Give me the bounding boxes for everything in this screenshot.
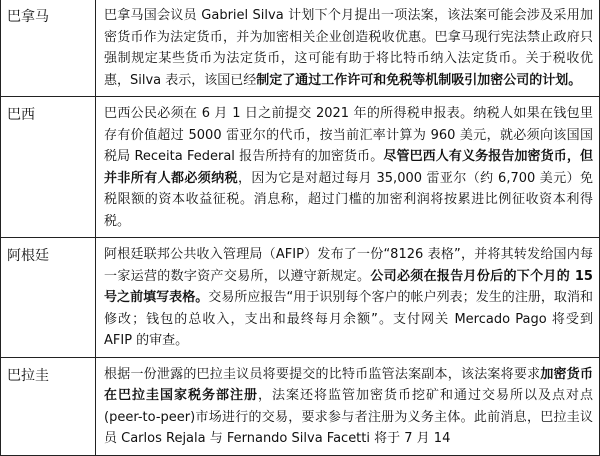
table-row [1,97,600,238]
body-text: 阿根廷联邦公共收入管理局（AFIP）发布了一份“8126 表格”，并将其转发给国内每一家运营的数字资产交易所，以遵守新规定。 [104,247,593,284]
country-name: 巴西 [7,107,35,123]
body-text: ，法案还将监管加密货币挖矿和通过交易所以及点对点(peer-to-peer)市场进行的交易，要求参与者注册为义务主体。此前消息，巴拉圭议员 Carlos Rejala 与 Fernando Silva Facetti 将于 7 月 14 [104,388,593,446]
country-name: 阿根廷 [7,248,49,264]
country-name: 巴拉圭 [7,367,49,384]
table-body [1,0,600,455]
body-text: 巴西公民必须在 6 月 1 日之前提交 2021 年的所得税申报表。纳税人如果在钱包里存有价值超过 5000 雷亚尔的代币，按当前汇率计算为 960 美元，就必须向该国国税局 Receita Federal 报告所持有的加密货币。 [104,106,593,164]
regulation-text-cell [96,238,600,358]
regulation-text-cell [96,357,600,455]
emphasized-text: 加密货币在巴拉圭国家税务部注册 [104,366,593,403]
country-cell [1,97,96,238]
emphasized-text: 公司必须在报告月份后的下个月的 15 号之前填写表格。 [104,268,593,305]
table-row [1,0,600,97]
country-cell [1,238,96,358]
country-cell [1,357,96,455]
table-row [1,357,600,455]
emphasized-text: 尽管巴西人有义务报告加密货币，但并非所有人都必须纳税 [104,149,593,186]
country-cell [1,0,96,97]
body-text: 根据一份泄露的巴拉圭议员将要提交的比特币监管法案副本，该法案将要求 [104,366,541,382]
emphasized-text: 制定了通过工作许可和免税等机制吸引加密公司的计划。 [256,72,582,88]
table-row [1,238,600,358]
regulation-text-cell [96,0,600,97]
regulation-text-cell [96,97,600,238]
country-name: 巴拿马 [7,9,49,25]
body-text: 巴拿马国会议员 Gabriel Silva 计划下个月提出一项法案，该法案可能会涉及采用加密货币作为法定货币，并为加密相关企业创造税收优惠。巴拿马现行宪法禁止政府只强制规定某些货币为法定货币，这可能有助于将比特币纳入法定货币。关于税收优惠，Silva 表示，该国已经 [104,8,593,88]
body-text: ，因为它是对超过每月 35,000 雷亚尔（约 6,700 美元）免税限额的资本收益征税。消息称，超过门槛的加密利润将按累进比例征收资本利得税。 [104,170,593,229]
body-text: 交易所应报告“用于识别每个客户的帐户列表；发生的注册，取消和修改；钱包的总收入，支出和最终每月余额”。支付网关 Mercado Pago 将受到 AFIP 的审查。 [104,290,593,348]
